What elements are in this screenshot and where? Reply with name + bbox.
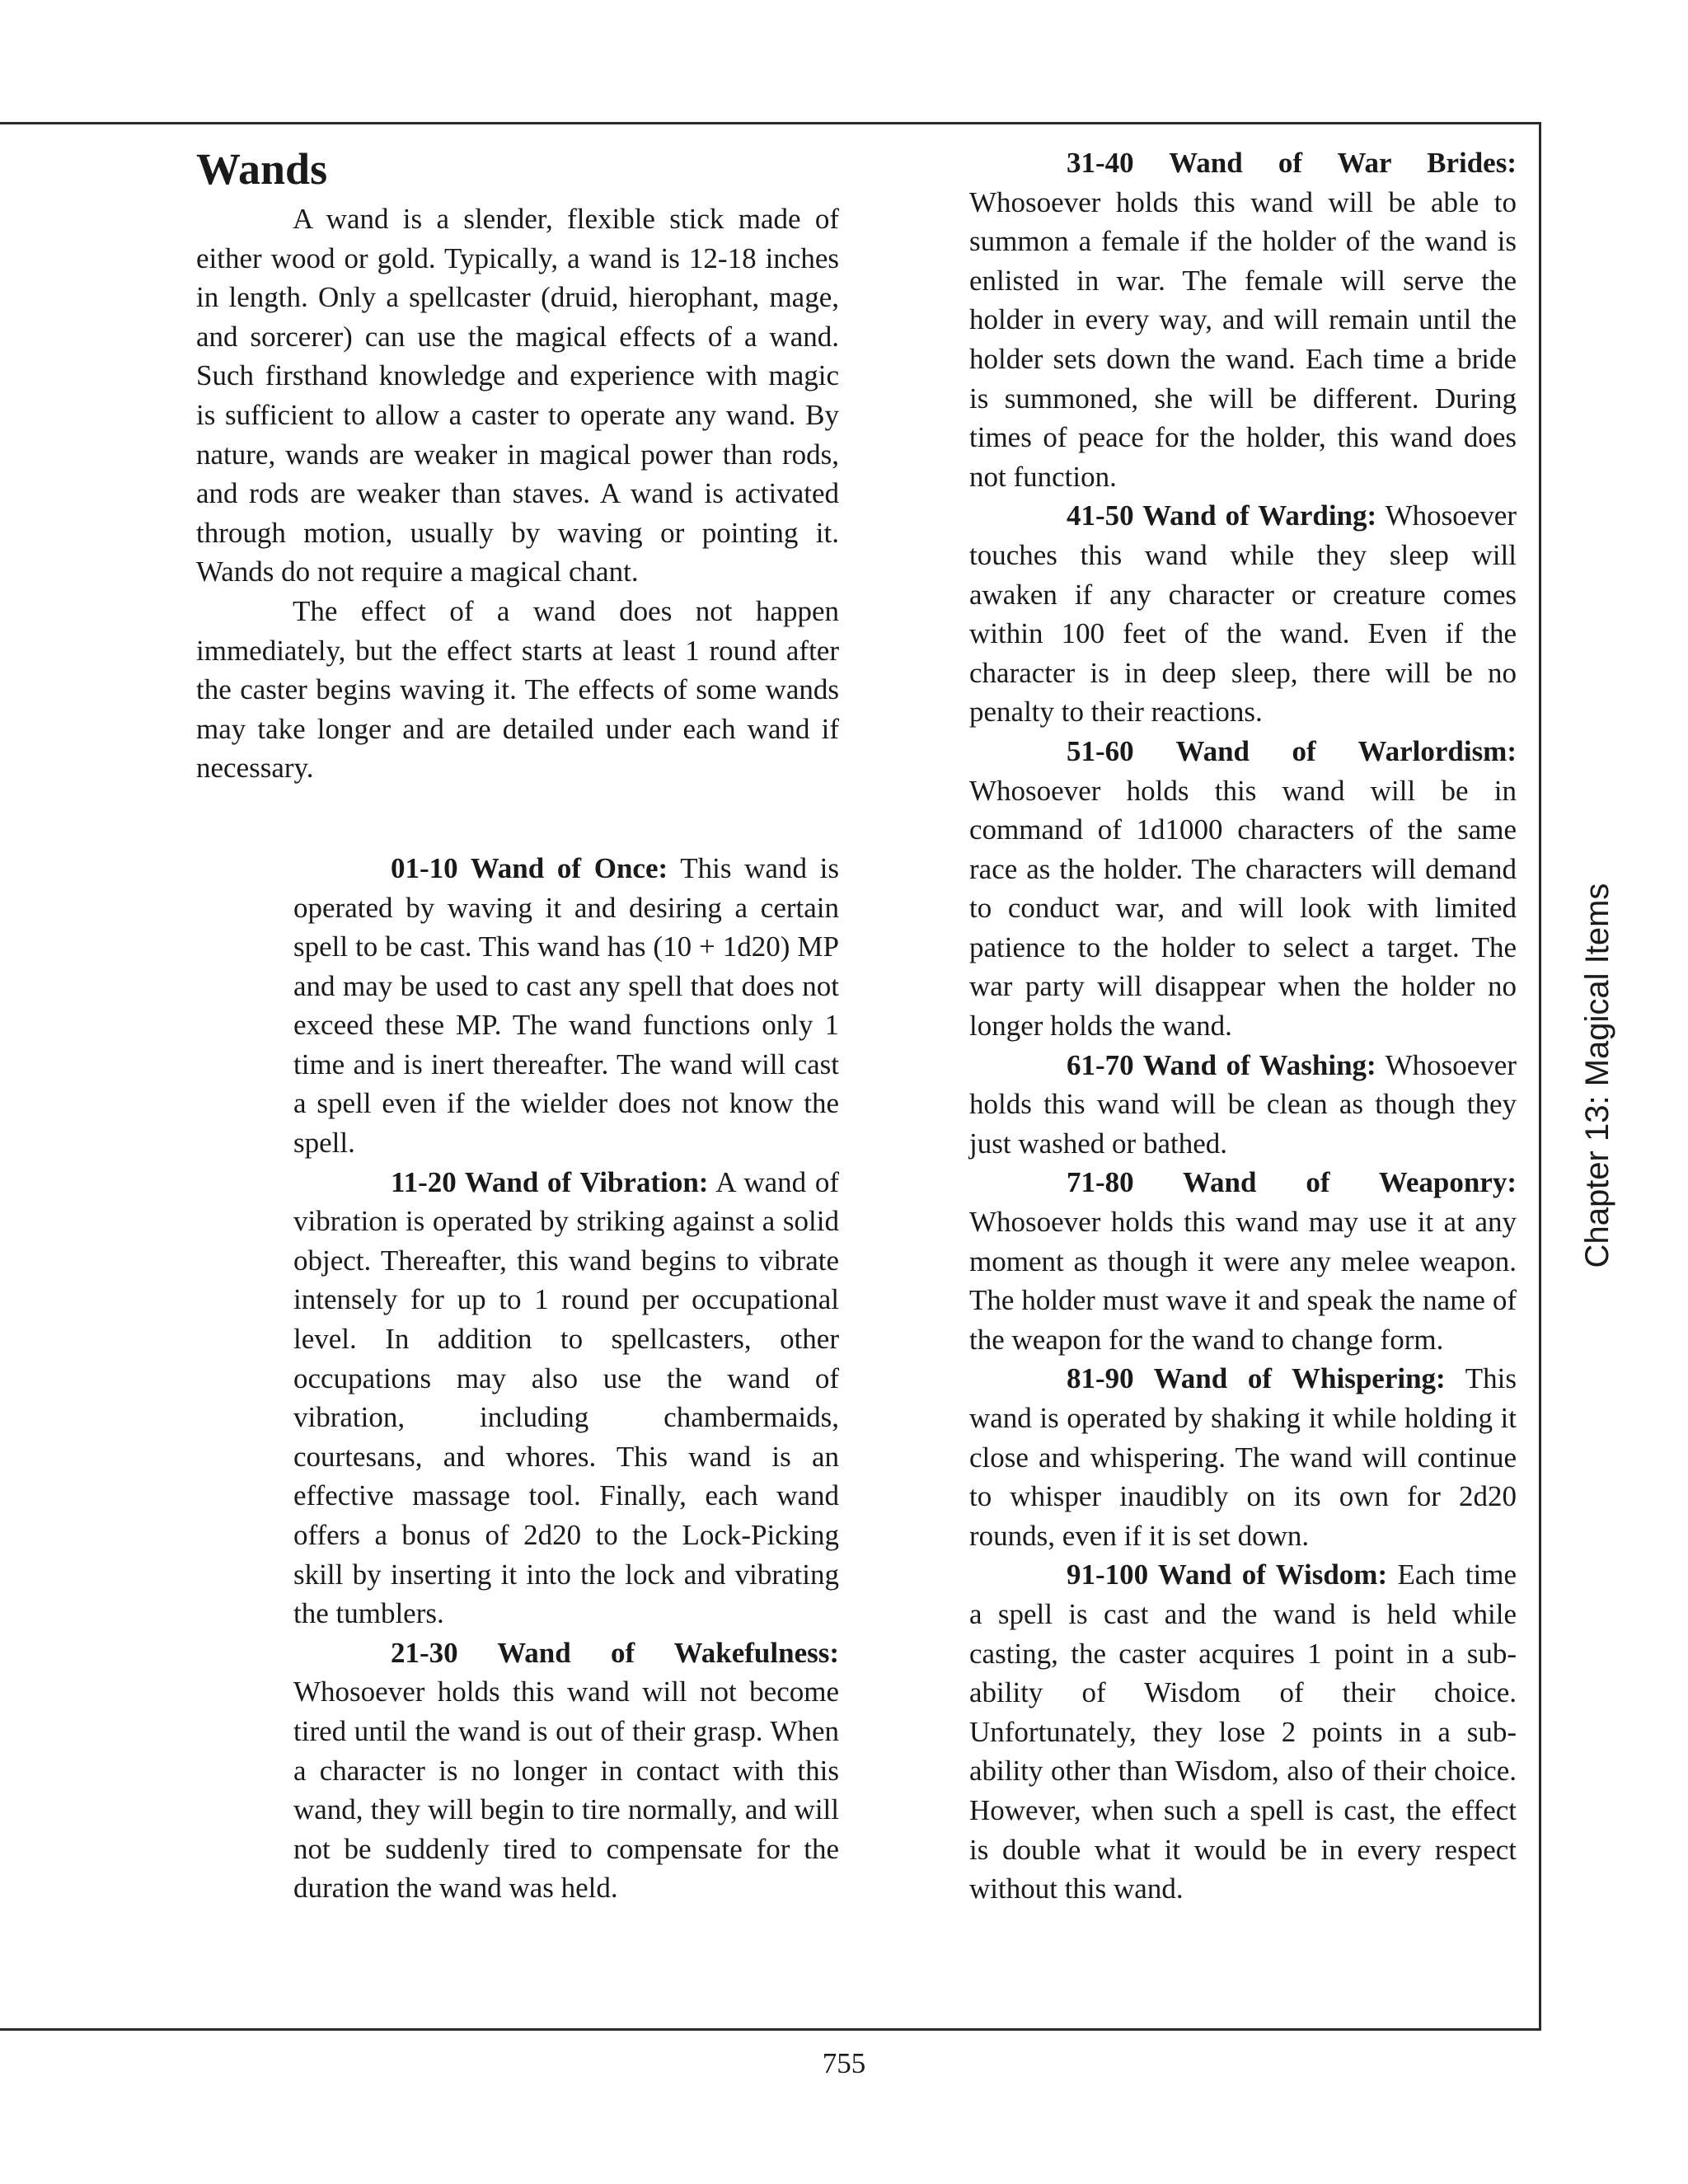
entry-title: 31-40 Wand of War Brides: bbox=[1067, 147, 1517, 179]
section-heading: Wands bbox=[196, 144, 328, 194]
entry-title: 11-20 Wand of Vibration: bbox=[391, 1165, 709, 1198]
intro-paragraph: A wand is a slender, flexible stick made of either wood or gold. Typically, a wand is 12-18 inches in length. Only a spellcaster (druid, hierophant, mage, and sorcerer) can use the magical effects of a wand. Such firsthand knowledge and experience with magic is sufficient to allow a caster to operate any wand. By nature, wands are weaker in magical power than rods, and rods are weaker than staves. A wand is activated through motion, usually by waving or pointing it. Wands do not require a magical chant. bbox=[196, 203, 839, 588]
entry-title: 21-30 Wand of Wakefulness: bbox=[391, 1636, 839, 1669]
entry-title: 91-100 Wand of Wisdom: bbox=[1067, 1558, 1388, 1591]
entry-title: 71-80 Wand of Weaponry: bbox=[1067, 1166, 1517, 1199]
entry-wand-of-whispering bbox=[969, 1359, 1517, 1555]
entry-text: Whosoever holds this wand will be clean as though they just washed or bathed. bbox=[969, 1048, 1517, 1160]
entry-wand-of-wisdom bbox=[969, 1555, 1517, 1908]
entry-wand-of-once bbox=[293, 849, 839, 1163]
entry-text: This wand is operated by waving it and desiring a certain spell to be cast. This wand has (10 + 1d20) MP and may be used to cast any spell that does not exceed these MP. The wand functions only 1 time and is inert thereafter. The wand will cast a spell even if the wielder does not know the spell. bbox=[293, 851, 839, 1160]
entry-wand-of-warlordism bbox=[969, 732, 1517, 1046]
page-number: 755 bbox=[822, 2047, 866, 2079]
entry-wand-of-war-brides bbox=[969, 143, 1517, 496]
entry-wand-of-wakefulness bbox=[293, 1633, 839, 1908]
entry-text: A wand of vibration is operated by striking against a solid object. Thereafter, this wand begins to vibrate intensely for up to 1 round per occupational level. In addition to spellcasters, other occupations may also use the wand of vibration, including chambermaids, courtesans, and whores. This wand is an effective massage tool. Finally, each wand offers a bonus of 2d20 to the Lock-Picking skill by inserting it into the lock and vibrating the tumblers. bbox=[293, 1165, 840, 1630]
entry-title: 41-50 Wand of Warding: bbox=[1067, 499, 1377, 532]
intro-paragraph: The effect of a wand does not happen immediately, but the effect starts at least 1 round after the caster begins waving it. The effects of some wands may take longer and are detailed under each wand if necessary. bbox=[196, 594, 839, 785]
entry-title: 01-10 Wand of Once: bbox=[391, 851, 668, 884]
entry-list-left bbox=[293, 849, 839, 1908]
right-column bbox=[969, 143, 1517, 1909]
entry-text: Whosoever holds this wand will be able to summon a female if the holder of the wand is enlisted in war. The female will serve the holder in every way, and will remain until the holder sets down the wand. Each time a bride is summoned, she will be different. During times of peace for the holder, this wand does not function. bbox=[969, 185, 1517, 493]
left-column bbox=[196, 140, 839, 1908]
entry-title: 51-60 Wand of Warlordism: bbox=[1067, 734, 1517, 767]
entry-wand-of-vibration bbox=[293, 1163, 839, 1633]
entry-text: Whosoever holds this wand will not become tired until the wand is out of their grasp. When a character is no longer in contact with this wand, they will begin to tire normally, and will not be suddenly tired to compensate for the duration the wand was held. bbox=[293, 1675, 839, 1905]
chapter-tab: Chapter 13: Magical Items bbox=[1579, 883, 1615, 1268]
entry-text: Each time a spell is cast and the wand is held while casting, the caster acquires 1 point in a sub-ability of Wisdom of their choice. Unfortunately, they lose 2 points in a sub-ability other than Wisdom, also of their choice. However, when such a spell is cast, the effect is double what it would be in every respect without this wand. bbox=[969, 1558, 1517, 1905]
entry-text: Whosoever holds this wand will be in command of 1d1000 characters of the same race as the holder. The characters will demand to conduct war, and will look with limited patience to the holder to select a target. The war party will disappear when the holder no longer holds the wand. bbox=[969, 774, 1517, 1043]
entry-wand-of-warding bbox=[969, 496, 1517, 732]
entry-wand-of-washing bbox=[969, 1046, 1517, 1164]
entry-text: This wand is operated by shaking it while holding it close and whispering. The wand will continue to whisper inaudibly on its own for 2d20 rounds, even if it is set down. bbox=[969, 1362, 1517, 1552]
entry-text: Whosoever touches this wand while they sleep will awaken if any character or creature comes within 100 feet of the wand. Even if the character is in deep sleep, there will be no penalty to their reactions. bbox=[969, 499, 1517, 729]
entry-title: 61-70 Wand of Washing: bbox=[1067, 1048, 1376, 1081]
entry-wand-of-weaponry bbox=[969, 1163, 1517, 1359]
entry-title: 81-90 Wand of Whispering: bbox=[1067, 1362, 1446, 1395]
entry-text: Whosoever holds this wand may use it at any moment as though it were any melee weapon. The holder must wave it and speak the name of the weapon for the wand to change form. bbox=[969, 1206, 1517, 1356]
